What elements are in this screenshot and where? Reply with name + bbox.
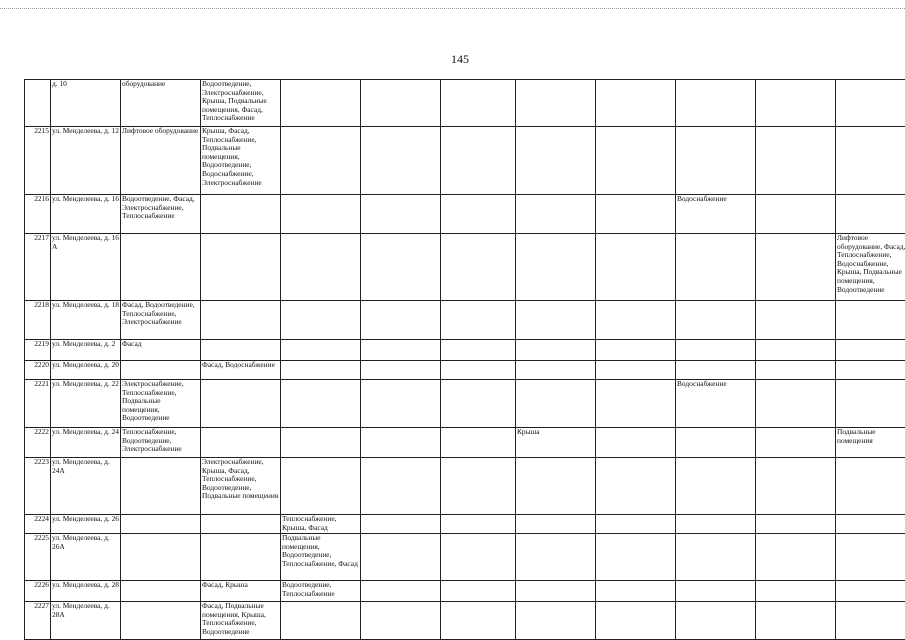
work-type-cell: Водоотведение, Фасад, Электроснабжение, Теплоснабжение	[121, 195, 201, 234]
table-row	[25, 428, 905, 458]
work-type-cell: Электроснабжение, Теплоснабжение, Подвальные помещения, Водоотведение	[121, 380, 201, 428]
empty-cell	[756, 515, 836, 534]
work-type-cell	[676, 340, 756, 361]
repair-schedule-table	[24, 79, 905, 640]
empty-cell	[596, 515, 676, 534]
work-type-cell	[281, 340, 361, 361]
empty-cell	[361, 581, 441, 602]
table-row	[25, 581, 905, 602]
work-type-cell: Крыша, Фасад, Теплоснабжение, Подвальные помещения, Водоотведение, Водоснабжение, Электроснабжение	[201, 127, 281, 195]
work-type-cell	[836, 361, 905, 380]
row-number: 2227	[25, 602, 51, 640]
work-type-cell	[516, 380, 596, 428]
work-type-cell	[676, 234, 756, 301]
empty-cell	[596, 340, 676, 361]
work-type-cell	[836, 581, 905, 602]
work-type-cell: Подвальные помещения	[836, 428, 905, 458]
address-cell: ул. Менделеева, д. 12	[51, 127, 121, 195]
empty-cell	[756, 581, 836, 602]
empty-cell	[441, 515, 516, 534]
empty-cell	[596, 127, 676, 195]
table-row	[25, 301, 905, 340]
work-type-cell: оборудование	[121, 80, 201, 127]
work-type-cell	[281, 195, 361, 234]
address-cell: ул. Менделеева, д. 18	[51, 301, 121, 340]
work-type-cell	[836, 515, 905, 534]
empty-cell	[596, 195, 676, 234]
work-type-cell	[836, 534, 905, 581]
work-type-cell	[121, 458, 201, 515]
row-number: 2224	[25, 515, 51, 534]
work-type-cell	[516, 458, 596, 515]
work-type-cell	[516, 515, 596, 534]
row-number: 2216	[25, 195, 51, 234]
address-cell: ул. Менделеева, д. 16 А	[51, 234, 121, 301]
work-type-cell: Водоотведение, Теплоснабжение	[281, 581, 361, 602]
work-type-cell	[836, 80, 905, 127]
work-type-cell	[201, 301, 281, 340]
work-type-cell	[201, 195, 281, 234]
empty-cell	[756, 380, 836, 428]
empty-cell	[756, 80, 836, 127]
empty-cell	[441, 80, 516, 127]
row-number: 2215	[25, 127, 51, 195]
table-row	[25, 534, 905, 581]
work-type-cell: Фасад, Подвальные помещения, Крыша, Теплоснабжение, Водоотведение	[201, 602, 281, 640]
work-type-cell	[676, 534, 756, 581]
empty-cell	[441, 127, 516, 195]
work-type-cell: Теплоснабжение, Водоотведение, Электроснабжение	[121, 428, 201, 458]
work-type-cell	[836, 380, 905, 428]
work-type-cell	[516, 195, 596, 234]
empty-cell	[441, 581, 516, 602]
work-type-cell	[201, 515, 281, 534]
work-type-cell: Крыша	[516, 428, 596, 458]
table-row	[25, 80, 905, 127]
empty-cell	[361, 602, 441, 640]
work-type-cell: Лифтовое оборудование	[121, 127, 201, 195]
work-type-cell: Теплоснабжение, Крыша, Фасад	[281, 515, 361, 534]
address-cell: ул. Менделеева, д. 24А	[51, 458, 121, 515]
table-body	[25, 80, 905, 640]
work-type-cell	[281, 301, 361, 340]
empty-cell	[756, 195, 836, 234]
empty-cell	[441, 534, 516, 581]
page-number: 145	[451, 52, 469, 66]
empty-cell	[361, 195, 441, 234]
work-type-cell	[676, 458, 756, 515]
work-type-cell	[121, 534, 201, 581]
empty-cell	[756, 428, 836, 458]
work-type-cell	[201, 534, 281, 581]
work-type-cell	[676, 80, 756, 127]
work-type-cell	[836, 458, 905, 515]
work-type-cell	[281, 361, 361, 380]
work-type-cell	[676, 515, 756, 534]
empty-cell	[361, 361, 441, 380]
empty-cell	[361, 340, 441, 361]
row-number: 2218	[25, 301, 51, 340]
empty-cell	[361, 127, 441, 195]
work-type-cell	[201, 340, 281, 361]
work-type-cell	[516, 301, 596, 340]
empty-cell	[596, 80, 676, 127]
work-type-cell	[516, 340, 596, 361]
row-number: 2219	[25, 340, 51, 361]
address-cell: д. 10	[51, 80, 121, 127]
work-type-cell	[836, 602, 905, 640]
work-type-cell	[281, 602, 361, 640]
empty-cell	[756, 340, 836, 361]
work-type-cell	[281, 380, 361, 428]
empty-cell	[441, 602, 516, 640]
work-type-cell	[676, 581, 756, 602]
work-type-cell	[516, 581, 596, 602]
work-type-cell	[516, 602, 596, 640]
empty-cell	[596, 380, 676, 428]
address-cell: ул. Менделеева, д. 28А	[51, 602, 121, 640]
row-number: 2217	[25, 234, 51, 301]
work-type-cell	[201, 380, 281, 428]
work-type-cell: Подвальные помещения, Водоотведение, Теплоснабжение, Фасад	[281, 534, 361, 581]
address-cell: ул. Менделеева, д. 22	[51, 380, 121, 428]
empty-cell	[361, 380, 441, 428]
table-row	[25, 380, 905, 428]
empty-cell	[441, 195, 516, 234]
address-cell: ул. Менделеева, д. 26А	[51, 534, 121, 581]
empty-cell	[596, 234, 676, 301]
work-type-cell	[121, 234, 201, 301]
empty-cell	[596, 602, 676, 640]
work-type-cell	[676, 127, 756, 195]
address-cell: ул. Менделеева, д. 20	[51, 361, 121, 380]
work-type-cell	[121, 602, 201, 640]
table-row	[25, 127, 905, 195]
work-type-cell	[836, 127, 905, 195]
empty-cell	[596, 581, 676, 602]
work-type-cell	[516, 80, 596, 127]
work-type-cell	[201, 234, 281, 301]
work-type-cell	[121, 361, 201, 380]
work-type-cell	[676, 361, 756, 380]
empty-cell	[756, 127, 836, 195]
address-cell: ул. Менделеева, д. 26	[51, 515, 121, 534]
empty-cell	[756, 301, 836, 340]
empty-cell	[596, 534, 676, 581]
empty-cell	[756, 361, 836, 380]
empty-cell	[361, 428, 441, 458]
empty-cell	[441, 301, 516, 340]
address-cell: ул. Менделеева, д. 28	[51, 581, 121, 602]
work-type-cell	[836, 195, 905, 234]
empty-cell	[361, 301, 441, 340]
work-type-cell: Фасад, Водоснабжение	[201, 361, 281, 380]
table-row	[25, 602, 905, 640]
empty-cell	[441, 380, 516, 428]
work-type-cell	[516, 361, 596, 380]
work-type-cell	[121, 581, 201, 602]
work-type-cell	[836, 301, 905, 340]
row-number: 2221	[25, 380, 51, 428]
work-type-cell: Фасад, Крыша	[201, 581, 281, 602]
empty-cell	[596, 428, 676, 458]
empty-cell	[361, 515, 441, 534]
work-type-cell	[281, 458, 361, 515]
empty-cell	[441, 361, 516, 380]
work-type-cell: Водоотведение, Электроснабжение, Крыша, Подвальные помещения, Фасад, Теплоснабжение	[201, 80, 281, 127]
row-number: 2225	[25, 534, 51, 581]
empty-cell	[756, 602, 836, 640]
address-cell: ул. Менделеева, д. 16	[51, 195, 121, 234]
empty-cell	[756, 234, 836, 301]
work-type-cell	[676, 602, 756, 640]
work-type-cell	[281, 127, 361, 195]
empty-cell	[596, 458, 676, 515]
work-type-cell	[676, 428, 756, 458]
work-type-cell	[516, 534, 596, 581]
empty-cell	[441, 458, 516, 515]
work-type-cell: Водоснабжение	[676, 195, 756, 234]
empty-cell	[361, 534, 441, 581]
address-cell: ул. Менделеева, д. 2	[51, 340, 121, 361]
empty-cell	[441, 234, 516, 301]
empty-cell	[756, 458, 836, 515]
row-number: 2222	[25, 428, 51, 458]
work-type-cell	[676, 301, 756, 340]
empty-cell	[596, 361, 676, 380]
empty-cell	[596, 301, 676, 340]
work-type-cell: Лифтовое оборудование, Фасад, Теплоснабжение, Водоснабжение, Крыша, Подвальные помещения, Водоотведение	[836, 234, 905, 301]
address-cell: ул. Менделеева, д. 24	[51, 428, 121, 458]
empty-cell	[361, 458, 441, 515]
work-type-cell	[281, 428, 361, 458]
empty-cell	[441, 340, 516, 361]
work-type-cell	[836, 340, 905, 361]
work-type-cell	[201, 428, 281, 458]
empty-cell	[756, 534, 836, 581]
table-row	[25, 195, 905, 234]
table-row	[25, 234, 905, 301]
work-type-cell	[121, 515, 201, 534]
row-number: 2223	[25, 458, 51, 515]
table-row	[25, 361, 905, 380]
work-type-cell	[516, 234, 596, 301]
empty-cell	[361, 80, 441, 127]
empty-cell	[361, 234, 441, 301]
row-number: 2220	[25, 361, 51, 380]
work-type-cell	[281, 80, 361, 127]
scan-artifact-line	[0, 8, 905, 9]
table-row	[25, 458, 905, 515]
work-type-cell	[516, 127, 596, 195]
table-row	[25, 340, 905, 361]
work-type-cell: Водоснабжение	[676, 380, 756, 428]
empty-cell	[441, 428, 516, 458]
table-row	[25, 515, 905, 534]
row-number: 2226	[25, 581, 51, 602]
work-type-cell: Фасад, Водоотведение, Теплоснабжение, Электроснабжение	[121, 301, 201, 340]
row-number	[25, 80, 51, 127]
work-type-cell: Электроснабжение, Крыша, Фасад, Теплоснабжение, Водоотведение, Подвальные помещения	[201, 458, 281, 515]
work-type-cell	[281, 234, 361, 301]
work-type-cell: Фасад	[121, 340, 201, 361]
